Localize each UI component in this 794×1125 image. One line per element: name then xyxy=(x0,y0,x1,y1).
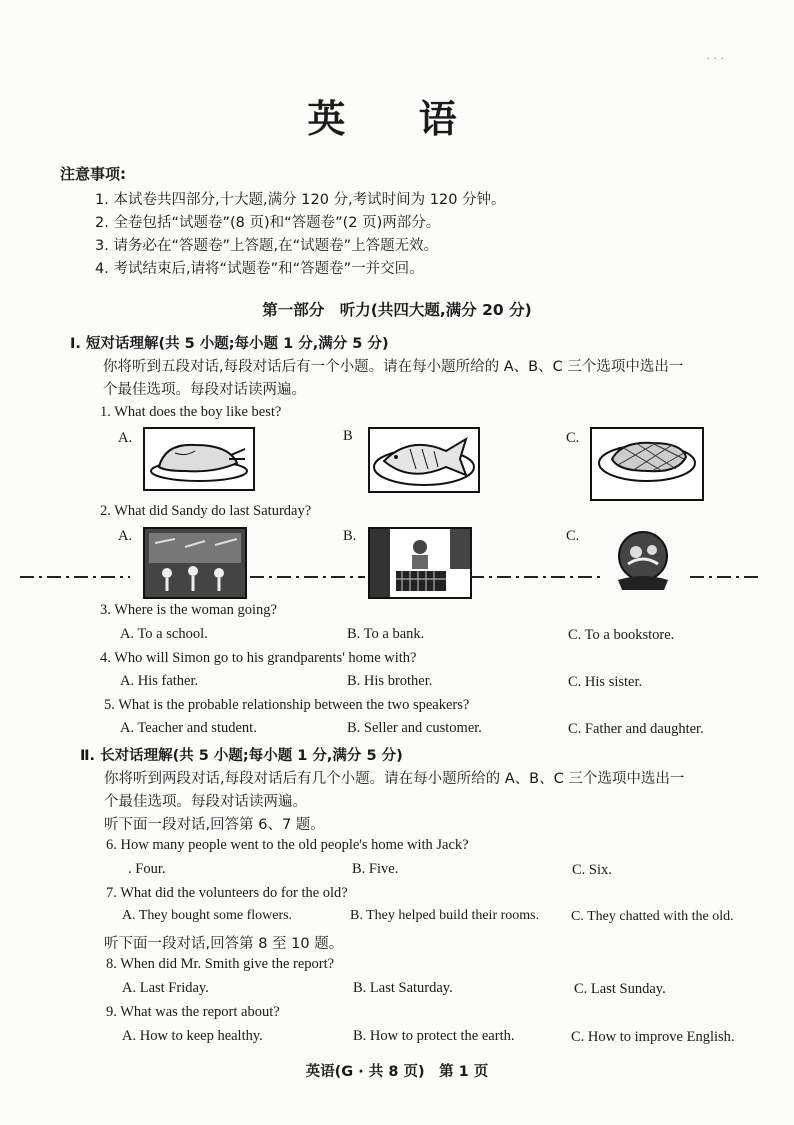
question-5-stem: 5. What is the probable relationship between the two speakers? xyxy=(104,697,470,713)
option-9b: B. How to protect the earth. xyxy=(353,1028,515,1044)
option-7a: A. They bought some flowers. xyxy=(122,908,293,923)
option-9a: A. How to keep healthy. xyxy=(122,1028,263,1044)
option-1a-label: A. xyxy=(118,430,133,446)
option-3b: B. To a bank. xyxy=(347,626,425,642)
dialogue-lead-2: 听下面一段对话,回答第 8 至 10 题。 xyxy=(104,936,344,952)
option-2c-label: C. xyxy=(566,528,580,544)
note-item: 4. 考试结束后,请将“试题卷”和“答题卷”一并交回。 xyxy=(95,261,424,277)
note-item: 1. 本试卷共四部分,十大题,满分 120 分,考试时间为 120 分钟。 xyxy=(95,192,506,208)
playing-outdoors-image xyxy=(143,527,247,599)
page-footer: 英语(G · 共 8 页) 第 1 页 xyxy=(305,1064,489,1080)
option-1b-label: B xyxy=(343,428,353,444)
question-2-stem: 2. What did Sandy do last Saturday? xyxy=(100,503,312,519)
option-1c-label: C. xyxy=(566,430,580,446)
option-2a-label: A. xyxy=(118,528,133,544)
option-7b: B. They helped build their rooms. xyxy=(350,908,540,923)
option-2b-label: B. xyxy=(343,528,357,544)
corner-mark: · · · xyxy=(706,52,724,65)
note-item: 3. 请务必在“答题卷”上答题,在“试题卷”上答题无效。 xyxy=(95,238,439,254)
part-one-title: 第一部分 听力(共四大题,满分 20 分) xyxy=(262,301,532,319)
option-6a: . Four. xyxy=(128,861,166,877)
option-6c: C. Six. xyxy=(572,862,612,878)
option-7c: C. They chatted with the old. xyxy=(571,909,734,924)
question-8-stem: 8. When did Mr. Smith give the report? xyxy=(106,956,335,972)
steak-image xyxy=(590,427,704,501)
option-6b: B. Five. xyxy=(352,861,399,877)
playing-chess-image xyxy=(368,527,472,599)
option-5b: B. Seller and customer. xyxy=(347,720,482,736)
page-title: 英 语 xyxy=(307,97,487,141)
question-6-stem: 6. How many people went to the old people's home with Jack? xyxy=(106,837,469,853)
section-one-instructions: 你将听到五段对话,每段对话后有一个小题。请在每小题所给的 A、B、C 三个选项中选出一 xyxy=(103,359,684,375)
option-5a: A. Teacher and student. xyxy=(120,720,257,736)
question-3-stem: 3. Where is the woman going? xyxy=(100,602,277,618)
question-7-stem: 7. What did the volunteers do for the old? xyxy=(106,885,348,901)
notes-heading: 注意事项: xyxy=(60,165,126,183)
option-3c: C. To a bookstore. xyxy=(568,627,675,643)
section-two-heading: Ⅱ. 长对话理解(共 5 小题;每小题 1 分,满分 5 分) xyxy=(80,748,403,764)
note-item: 2. 全卷包括“试题卷”(8 页)和“答题卷”(2 页)两部分。 xyxy=(95,215,441,231)
question-1-stem: 1. What does the boy like best? xyxy=(100,404,282,420)
roast-chicken-image xyxy=(143,427,255,491)
snow-globe-image xyxy=(600,530,686,592)
option-3a: A. To a school. xyxy=(120,626,208,642)
option-8a: A. Last Friday. xyxy=(122,980,209,996)
section-two-instructions: 你将听到两段对话,每段对话后有几个小题。请在每小题所给的 A、B、C 三个选项中选出一 xyxy=(104,771,685,787)
option-4a: A. His father. xyxy=(120,673,199,689)
option-8b: B. Last Saturday. xyxy=(353,980,453,996)
section-one-heading: Ⅰ. 短对话理解(共 5 小题;每小题 1 分,满分 5 分) xyxy=(70,336,389,352)
dialogue-lead-1: 听下面一段对话,回答第 6、7 题。 xyxy=(104,817,325,833)
section-two-instructions: 个最佳选项。每段对话读两遍。 xyxy=(104,794,307,810)
question-4-stem: 4. Who will Simon go to his grandparents' home with? xyxy=(100,650,417,666)
cut-line xyxy=(0,574,794,580)
option-9c: C. How to improve English. xyxy=(571,1029,735,1045)
option-4b: B. His brother. xyxy=(347,673,433,689)
option-4c: C. His sister. xyxy=(568,674,643,690)
option-5c: C. Father and daughter. xyxy=(568,721,704,737)
fish-dish-image xyxy=(368,427,480,493)
option-8c: C. Last Sunday. xyxy=(574,981,666,997)
section-one-instructions: 个最佳选项。每段对话读两遍。 xyxy=(103,382,306,398)
question-9-stem: 9. What was the report about? xyxy=(106,1004,280,1020)
